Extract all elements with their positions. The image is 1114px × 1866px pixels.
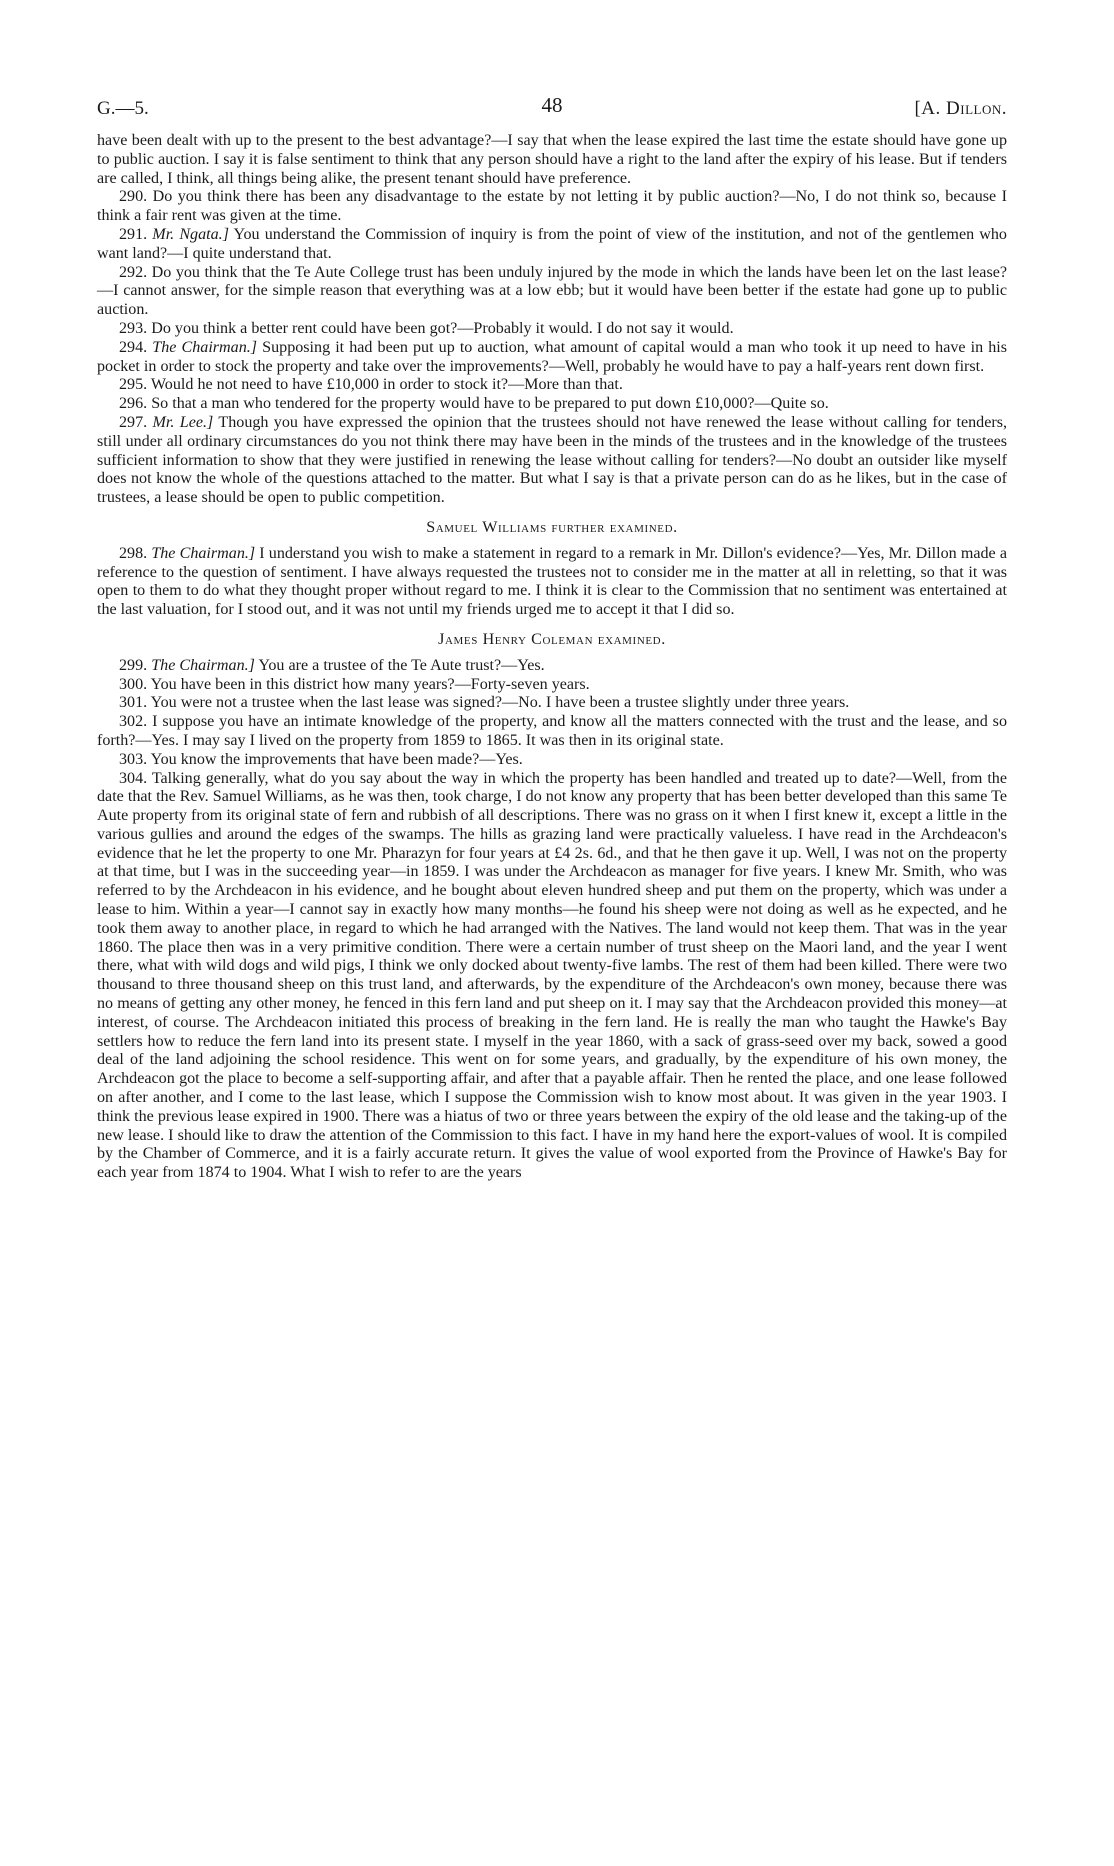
body-text (97, 132, 1007, 1183)
speaker-label: The Chairman.] (151, 656, 255, 674)
question-number: 300. (119, 675, 148, 693)
question-number: 297. (119, 413, 148, 431)
question-number: 293. (119, 319, 148, 337)
question-number: 302. (119, 713, 148, 731)
page-number: 48 (541, 93, 563, 117)
testimony-paragraph (97, 751, 1007, 770)
paragraph-text: Would he not need to have £10,000 in order to stock it?—More than that. (150, 376, 623, 394)
paragraph-text: have been dealt with up to the present to the best advantage?—I say that when the lease expired the last time the estate should have gone up to public auction. I say it is false sentiment to think that any person should have a right to the land after the expiry of his lease. But if tenders are called, I think, all things being alike, the present tenant should have preference. (97, 132, 1007, 187)
question-number: 304. (119, 769, 148, 787)
question-number: 301. (119, 694, 148, 712)
running-header (97, 93, 1007, 132)
paragraph-text: Do you think that the Te Aute College trust has been unduly injured by the mode in which the lands have been let on the last lease?—I cannot answer, for the simple reason that everything was at a low ebb; but it would have been better if the estate had gone up to public auction. (97, 263, 1008, 319)
speaker-label: The Chairman.] (151, 544, 256, 562)
testimony-paragraph (97, 188, 1007, 226)
paragraph-text: You are a trustee of the Te Aute trust?—Yes. (258, 656, 545, 674)
speaker-label: Mr. Lee.] (152, 413, 214, 431)
witness-name: [A. Dillon. (914, 98, 1007, 119)
paragraph-text: I understand you wish to make a statement in regard to a remark in Mr. Dillon's evidence?—Yes, Mr. Dillon made a reference to the question of sentiment. I have always requested the trustees not to consider me in the matter at all in reletting, so that it was open to them to do what they thought proper without regard to me. I think it is clear to the Commission that no sentiment was entertained at the last valuation, for I stood out, and it was not until my friends urged me to accept it that I did so. (97, 544, 1007, 619)
testimony-paragraph (97, 226, 1007, 264)
question-number: 292. (119, 263, 148, 281)
speaker-label: The Chairman.] (152, 338, 258, 356)
paragraph-text: You know the improvements that have been made?—Yes. (150, 750, 523, 768)
witness-heading: Samuel Williams further examined. (426, 518, 678, 536)
paragraph-text: Do you think there has been any disadvantage to the estate by not letting it by public auction?—No, I do not think so, because I think a fair rent was given at the time. (97, 188, 1007, 225)
testimony-paragraph (97, 694, 1007, 713)
paragraph-text: I suppose you have an intimate knowledge of the property, and know all the matters connected with the trust and the lease, and so forth?—Yes. I may say I lived on the property from 1859 to 1865. It was then in its original state. (97, 713, 1007, 749)
paragraph-text: Talking generally, what do you say about the way in which the property has been handled and treated up to date?—Well, from the date that the Rev. Samuel Williams, as he was then, took charge, I do not know any property that has been better developed than this same Te Aute property from its original state of fern and rubbish of all descriptions. There was no grass on it when I first knew it, except a little in the various gullies and around the edges of the swamps. The hills as grazing land were practically valueless. I have read in the Archdeacon's evidence that he let the property to one Mr. Pharazyn for four years at £4 2s. 6d., and that he then gave it up. Well, I was not on the property at that time, but I was in the succeeding year—in 1859. I was under the Archdeacon as manager for five years. I knew Mr. Smith, who was referred to by the Archdeacon in his evidence, and he bought about eleven hundred sheep and put them on the property, which was under a lease to him. Within a year—I cannot say in exactly how many months—he found his sheep were not doing as well as he expected, and he took them away to another place, in regard to which he had arranged with the Natives. The land would not keep them. That was in the year 1860. The place then was in a very primitive condition. There were a certain number of trust sheep on the Maori land, and the year I went there, what with wild dogs and wild pigs, I think we only docked about twenty-five lambs. The rest of them had been killed. There were two thousand to three thousand sheep on this trust land, and afterwards, by the expenditure of the Archdeacon's own money, because there was no means of getting any other money, he fenced in this fern land and put sheep on it. I may say that the Archdeacon provided this money—at interest, of course. The Archdeacon initiated this process of breaking in the fern land. He is really the man who taught the Hawke's Bay settlers how to reduce the fern land into its present state. I myself in the year 1860, with a sack of grass-seed over my back, sowed a good deal of the land adjoining the school residence. This went on for some years, and gradually, by the expenditure of his own money, the Archdeacon got the place to become a self-supporting affair, and after that a payable affair. Then he rented the place, and one lease followed on after another, and I come to the last lease, which I suppose the Commission wish to know most about. It was given in the year 1903. I think the previous lease expired in 1900. There was a hiatus of two or three years between the expiry of the old lease and the taking-up of the new lease. I should like to draw the attention of the Commission to this fact. I have in my hand here the export-values of wool. It is compiled by the Chamber of Commerce, and it is a fairly accurate return. It gives the value of wool exported from the Province of Hawke's Bay for each year from 1874 to 1904. What I wish to refer to are the years (97, 769, 1007, 1182)
question-number: 290. (119, 188, 148, 206)
document-page (97, 93, 1008, 1183)
testimony-paragraph (97, 320, 1007, 339)
testimony-paragraph (97, 657, 1007, 676)
witness-heading: James Henry Coleman examined. (438, 630, 666, 648)
paragraph-text: Do you think a better rent could have been got?—Probably it would. I do not say it would. (151, 319, 734, 337)
paragraph-text: Supposing it had been put up to auction, what amount of capital would a man who took it up need to have in his pocket in order to stock the property and take over the improvements?—Well, probably he would have to pay a half-years rent down first. (97, 338, 1008, 375)
testimony-paragraph (97, 713, 1007, 751)
question-number: 299. (119, 656, 148, 674)
testimony-paragraph (97, 132, 1007, 188)
question-number: 296. (119, 395, 148, 413)
paragraph-text: You have been in this district how many years?—Forty-seven years. (150, 675, 590, 693)
paragraph-text: So that a man who tendered for the property would have to be prepared to put down £10,000?—Quite so. (151, 395, 829, 413)
paragraph-text: Though you have expressed the opinion that the trustees should not have renewed the lease without calling for tenders, still under all ordinary circumstances do you not think there may have been in the minds of the trustees and in the knowledge of the trustees sufficient information to show that they were justified in renewing the lease without calling for tenders?—No doubt an outsider like myself does not know the whole of the questions attached to the matter. But what I say is that a private person can do as he likes, but in the case of trustees, a lease should be open to public competition. (97, 413, 1007, 507)
question-number: 291. (119, 225, 148, 243)
question-number: 298. (119, 544, 148, 562)
question-number: 303. (119, 750, 148, 768)
testimony-paragraph (97, 264, 1007, 320)
testimony-paragraph (97, 676, 1007, 695)
testimony-paragraph (97, 395, 1007, 414)
question-number: 295. (119, 376, 148, 394)
question-number: 294. (119, 338, 148, 356)
testimony-paragraph (97, 414, 1007, 508)
paragraph-text: You were not a trustee when the last lease was signed?—No. I have been a trustee slightly under three years. (150, 694, 850, 712)
speaker-label: Mr. Ngata.] (152, 225, 229, 243)
testimony-paragraph (97, 545, 1007, 620)
paragraph-text: You understand the Commission of inquiry is from the point of view of the institution, and not of the gentlemen who want land?—I quite understand that. (97, 225, 1007, 262)
testimony-paragraph (97, 339, 1007, 377)
document-reference: G.—5. (97, 98, 149, 119)
testimony-paragraph (97, 770, 1007, 1184)
testimony-paragraph (97, 376, 1007, 395)
